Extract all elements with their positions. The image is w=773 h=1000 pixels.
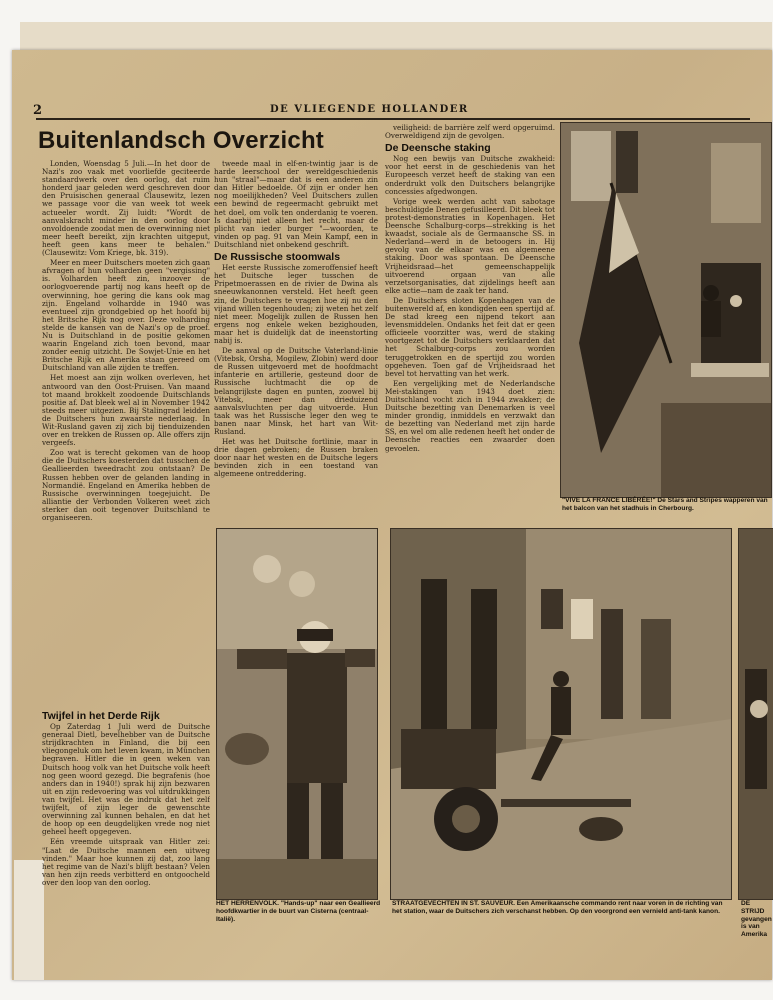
photo-cutoff-edge [738,528,773,900]
caption-edge-photo: DE STRIJD gevangen is van Amerika [741,900,772,939]
masthead: DE VLIEGENDE HOLLANDER [270,104,469,115]
paragraph: Het was het Duitsche fortlinie, maar in drie dagen gebroken; de Russen braken door naar het westen en de Duitsche legers bevinden zich in een toestand van algemeene ontreddering. [214,437,378,479]
masthead-rule [36,118,750,120]
paragraph: Op Zaterdag 1 Juli werd de Duitsche generaal Dietl, bevelhebber van de Duitsche strijdkrachten in Finland, die bij een vliegongeluk om het leven kwam, in München begraven. Hitler die in geen weken van Duitsch hoog volk van het Duitsche volk heeft nog geen woord gezegd. Die begrafenis (hoe anders dan in 1940!) sprak hij zijn bezwaren uit en zijn redevoering was vol uitdrukkingen van twijfel. Het was de indruk dat het zelf twijfelt, of zijn leger de gewenschte overwinning zal kunnen behalen, en dat het de hoop op een deugdelijken vrede nog niet geheel heeft opgegeven. [42,722,210,837]
subheading: De Deensche staking [385,142,491,155]
paragraph: Nog een bewijs van Duitsche zwakheid: voor het eerst in de geschiedenis van het Europeesch verzet heeft de staking van een onderdrukt volk den Duitschers belangrijke concessies afgedwongen. [385,154,555,196]
photo-street-illustration [391,529,731,899]
paragraph: De aanval op de Duitsche Vaterland-linie (Vitebsk, Orsha, Mogilew, Zlobin) werd door de Russen uitgevoerd met de hoofdmacht infanterie en artillerie, gesteund door de Russische luchtmacht die op de belangrijkste dagen en punten, zoowel bij Vitebsk, meer dan drieduizend aanvalsvluchten per dag uitvoerde. Hun taak was het Russische leger den weg te banen naar Minsk, het hart van Wit-Rusland. [214,346,378,436]
subheading: Twijfel in het Derde Rijk [42,710,160,722]
paragraph: Het moest aan zijn wolken overleven, het antwoord van den Oost-Pruisen. Van maand tot maand brokkelt zoodoende Duitschlands positie af. Dat bleek wel al in November 1942 steeds meer uitgezien. Bij Stalingrad leidden de Duitschers hun zwaarste nederlaag. In Wit-Rusland gaven zij zich bij tienduizenden over en trekken de Russen op. Alle offers zijn vergeefs. [42,373,210,448]
article-column-3 [385,124,555,520]
article-column-1-lower [42,708,210,938]
paragraph: tweede maal in elf-en-twintig jaar is de harde leerschool der wereldgeschiedenis hun "straal"—maar dat is een anderen zin dan Hitler bedoelde. Of zijn er onder hen nog moeilijkheden? Veel Duitschers zullen een bewind de regeermacht gebruikt met het doel, om volk ten onderdanig te voeren. Is daarbij niet alleen het recht, maar de plicht van ieder burger "—woorden, te vinden op pag. 91 van Mein Kampf, een in Duitschland niet onbekend geschrift. [214,160,378,249]
photo-flag-balcony [560,122,772,498]
paragraph: veiligheid: de barrière zelf werd opgeruimd. Overweldigend zijn de gevolgen. [385,124,555,141]
caption-soldiers-photo: HET HERRENVOLK. "Hands-up" naar een Geallieerd hoofdkwartier in de buurt van Cisterna (centraal-Italië). [216,900,381,923]
photo-soldiers-illustration [217,529,377,899]
paragraph: Vorige week werden acht van sabotage beschuldigde Denen gefusilleerd. Dit bleek tot protest-demonstraties in Kopenhagen. Het Deensche Schalburg-corps—strekking is het kwaadst, sociale als de Germaansche SS. in Nederland—werd in de betoogers in. Hij gevolg van de elkaar was en algemeene staking. Door was spontaan. De Deensche Vrijheidsraad—het gemeenschappelijk uitvoerend orgaan van alle verzetsorganisaties, dat zijdelings heeft aan elke actie—nam de zaak ter hand. [385,196,555,295]
paragraph: Meer en meer Duitschers moeten zich gaan afvragen of hun volharden geen "vergissing" is. Volharden heeft zin, inzoover de oorlogvoerende partij nog kans heeft op de overwinning, hoe gering die kans ook mag zijn. Engeland volhardde in 1940 was eventueel zijn grondgebied op het hoofd bij het Britsche Rijk nog over. Deze volharding stelde de kansen van de Nazi's op de proef. Nu is Duitschland in de positie gekomen waarin Engeland zich toen bevond, maar zonder eenig uitzicht. De Sowjet-Unie en het Britsche Rijk en Amerika staan gereed om Duitschland van alle zijden te treffen. [42,258,210,373]
photo-street-fighting [390,528,732,900]
page-number: 2 [33,103,43,118]
paragraph: Het eerste Russische zomeroffensief heeft het Duitsche leger tusschen de Pripetmoerassen en de rivier de Dwina als sneeuwkanonnen versteld. Het heeft geen zin, de Duitschers te vragen hoe zij nu den vijand willen tegenhouden; zij weten het zelf niet meer. Mogelijk zullen de Russen hen ergens nog enkele weken bezighouden, maar het is duidelijk dat de ineenstorting nabij is. [214,263,378,345]
photo-surrendering-soldiers [216,528,378,900]
page-headline: Buitenlandsch Overzicht [38,127,324,154]
paragraph: De Duitschers sloten Kopenhagen van de buitenwereld af, en kondigden een spertijd af. De stad kreeg een nijpend tekort aan levensmiddelen. Ondanks het feit dat er geen officieele voorzitter was, werd de staking voortgezet tot de Duitschers verklaarden dat het Schalburg-corps zou worden teruggetrokken en de spertijd zou worden opgeheven. Toen gaf de Vrijheidsraad het bevel tot hervatting van het werk. [385,295,555,378]
caption-flag-photo: "VIVE LA FRANCE LIBÉRÉE!" De Stars and Stripes wapperen van het balcon van het stadhuis in Cherbourg. [562,497,768,512]
paragraph: Zoo wat is terecht gekomen van de hoop die de Duitschers koesterden dat tusschen de Geallieerden tweedracht zou ontstaan? De Russen hebben over de gelanden landing in Normandië. Engeland en Amerika hebben de Russische overwinningen toegejuicht. De alliantie der Verbonden Volkeren weet zich sterker dan ooit tegenover Duitschland te organiseeren. [42,448,210,523]
paragraph: Londen, Woensdag 5 Juli.—In het door de Nazi's zoo vaak met voorliefde geciteerde standaardwerk over den oorlog, dat ruim honderd jaar geleden werd geschreven door den Pruisischen generaal Clausewitz, lezen we passage voor die van week tot week actueeler wordt. Zij luidt: "Wordt de aanvalskracht minder in den oorlog door onvoldoende zoodat men de overwinning niet meer heeft bereikt, zijn krachten uitgeput, heeft geen kans meer te behalen." (Clausewitz: Vom Kriege, bk. 319). [42,160,210,258]
paragraph: Eén vreemde uitspraak van Hitler zei: "Laat de Duitsche mannen een uitweg vinden." Maar hoe kunnen zij dat, zoo lang het regime van de Nazi's blijft bestaan? Velen van hen zijn reeds verbitterd en ontgoocheld over den loop van den oorlog. [42,837,210,887]
article-column-1 [42,160,210,706]
photo-flag-illustration [561,123,771,497]
caption-street-photo: STRAATGEVECHTEN IN ST. SAUVEUR. Een Amerikaansche commando rent naar voren in de richting van het station, waar de Duitschers zich verschanst hebben. Op den voorgrond een vernield anti-tank kanon. [392,900,723,915]
paper-torn-corner [14,860,44,980]
paragraph: Een vergelijking met de Nederlandsche Mei-stakingen van 1943 doet zien: Duitschland vocht zich in 1944 zwakker; de Duitsche bezetting van Denemarken is veel minder grondig, inmiddels en verzwakt dan de bezetting van Nederland met zijn harde SS, en wel om alle redenen heeft het onder de Deensche reacties een zwaarder doen gevoelen. [385,378,555,453]
article-column-2 [214,160,378,520]
subheading: De Russische stoomwals [214,251,341,264]
photo-edge-illustration [739,529,773,899]
